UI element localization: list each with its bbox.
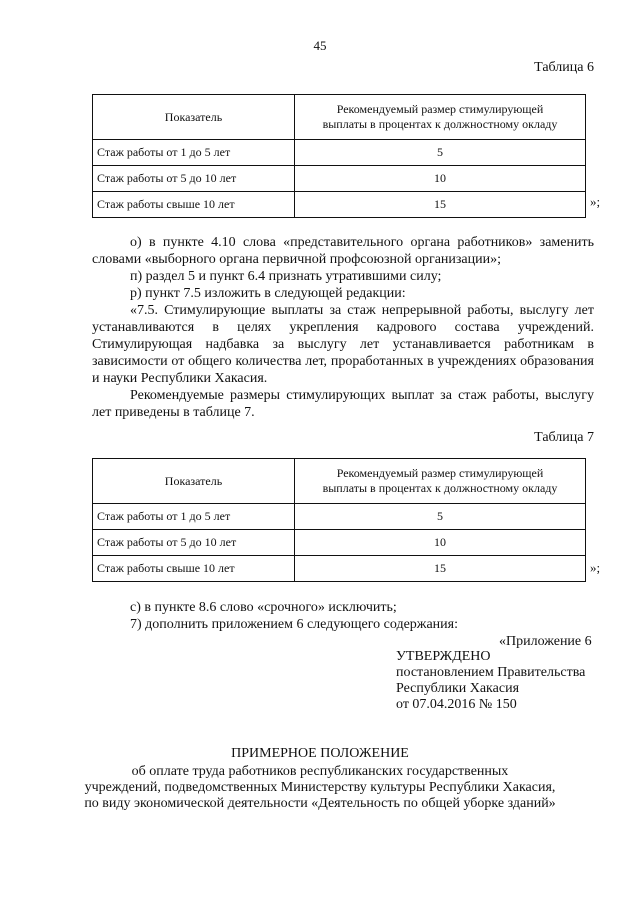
table-row (93, 530, 586, 556)
table7-header-col2 (295, 459, 586, 504)
table6-row-label: Стаж работы от 1 до 5 лет (93, 140, 295, 166)
quote-line3: Стимулирующая надбавка за выслугу лет устанавливается работникам в (92, 337, 594, 352)
page-number: 45 (313, 38, 327, 53)
table7-header-col2-line1: Рекомендуемый размер стимулирующей (336, 466, 544, 480)
table7-row-label: Стаж работы от 1 до 5 лет (93, 504, 295, 530)
item-s: с) в пункте 8.6 слово «срочного» исключить; (130, 600, 397, 615)
quote-line5: и науки Республики Хакасия. (92, 371, 268, 386)
table7-row-label: Стаж работы от 5 до 10 лет (93, 530, 295, 556)
doc-subtitle-line3: по виду экономической деятельности «Деятельность по общей уборке зданий» (84, 796, 556, 811)
doc-subtitle-line1: об оплате труда работников республиканских государственных (131, 764, 509, 779)
item-o-line1: о) в пункте 4.10 слова «представительного органа работников» заменить (130, 235, 594, 250)
item-o-line2: словами «выборного органа первичной профсоюзной организации»; (92, 252, 502, 267)
table7-row-value: 10 (295, 530, 586, 556)
item-r: р) пункт 7.5 изложить в следующей редакции: (130, 286, 406, 301)
appendix-label: «Приложение 6 (499, 634, 592, 649)
table6-caption: Таблица 6 (534, 60, 594, 75)
table6-header-col1: Показатель (93, 95, 295, 140)
quote-line1: «7.5. Стимулирующие выплаты за стаж непрерывной работы, выслугу лет (130, 303, 594, 318)
recommend-line1: Рекомендуемые размеры стимулирующих выплат за стаж работы, выслугу (130, 388, 594, 403)
table6-header-col2-line1: Рекомендуемый размер стимулирующей (336, 102, 544, 116)
table7-row-value: 15 (295, 556, 586, 582)
table6-row-value: 5 (295, 140, 586, 166)
quote-line4: зависимости от общего количества лет, проработанных в учреждениях образования (92, 354, 594, 369)
table6-row-value: 15 (295, 192, 586, 218)
table6-row-value: 10 (295, 166, 586, 192)
table-row (93, 504, 586, 530)
approved-by-line1: постановлением Правительства (396, 665, 586, 680)
quote-line2: устанавливаются в целях укрепления кадрового состава учреждений. (92, 320, 594, 335)
table6-row-label: Стаж работы от 5 до 10 лет (93, 166, 295, 192)
table-row (93, 192, 586, 218)
table6-row-label: Стаж работы свыше 10 лет (93, 192, 295, 218)
table7-row-value: 5 (295, 504, 586, 530)
item-p: п) раздел 5 и пункт 6.4 признать утратившими силу; (130, 269, 442, 284)
doc-subtitle-line2: учреждений, подведомственных Министерству культуры Республики Хакасия, (84, 780, 556, 795)
table7-row-label: Стаж работы свыше 10 лет (93, 556, 295, 582)
table7-header-col2-line2: выплаты в процентах к должностному окладу (322, 481, 558, 495)
table7-header-row (93, 459, 586, 504)
approved-date: от 07.04.2016 № 150 (396, 697, 517, 712)
approved-by-line2: Республики Хакасия (396, 681, 520, 696)
table-row (93, 166, 586, 192)
table6-header-col2-line2: выплаты в процентах к должностному окладу (322, 117, 558, 131)
item-7: 7) дополнить приложением 6 следующего содержания: (130, 617, 458, 632)
table6-closing-quote: »; (590, 194, 601, 209)
table7-closing-quote: »; (590, 560, 601, 575)
approved-label: УТВЕРЖДЕНО (396, 649, 491, 664)
table7 (92, 458, 586, 582)
doc-title: ПРИМЕРНОЕ ПОЛОЖЕНИЕ (231, 746, 409, 761)
recommend-line2: лет приведены в таблице 7. (92, 405, 255, 420)
table6 (92, 94, 586, 218)
table-row (93, 556, 586, 582)
table6-header-col2 (295, 95, 586, 140)
table-row (93, 140, 586, 166)
table7-caption: Таблица 7 (534, 430, 594, 445)
table6-header-row (93, 95, 586, 140)
table7-header-col1: Показатель (93, 459, 295, 504)
